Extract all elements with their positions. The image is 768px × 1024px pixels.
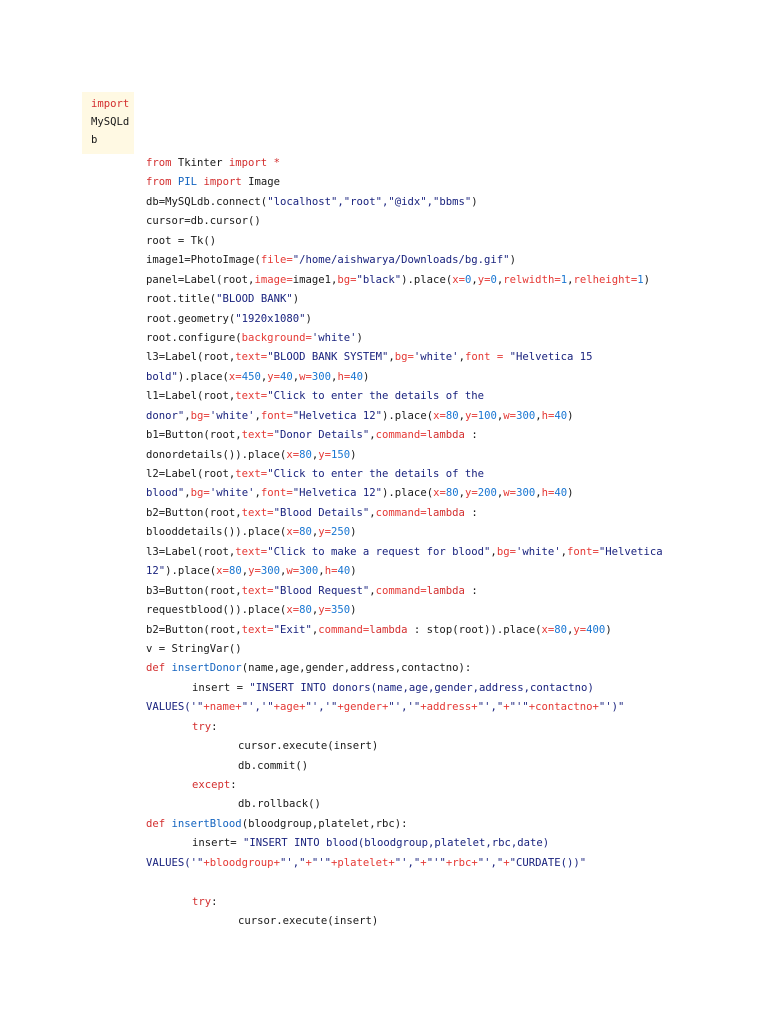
code-line — [146, 640, 756, 659]
code-token: bg= — [394, 351, 414, 364]
code-line — [146, 718, 756, 737]
code-token: "BLOOD BANK SYSTEM" — [267, 351, 389, 364]
code-token: 150 — [331, 448, 351, 461]
code-token: y= — [318, 526, 332, 539]
code-token: , — [241, 565, 249, 578]
code-token: cursor=db.cursor() — [146, 215, 261, 228]
code-token: bg= — [190, 487, 210, 500]
code-token: "Blood Details" — [273, 506, 370, 519]
code-token: 100 — [477, 409, 497, 422]
code-token: 250 — [331, 526, 351, 539]
code-token: 80 — [299, 604, 312, 617]
code-token: ) — [350, 526, 357, 539]
code-token: "Helvetica 12" — [292, 409, 383, 422]
code-token: font= — [260, 409, 293, 422]
code-token: , — [490, 545, 497, 558]
code-token: 200 — [477, 487, 497, 500]
code-line — [146, 834, 756, 853]
code-token: font= — [260, 487, 293, 500]
code-token: , — [311, 623, 319, 636]
code-line — [146, 523, 756, 542]
code-token: 0 — [464, 273, 472, 286]
code-token: lambda — [426, 506, 465, 519]
code-token: ) — [350, 604, 357, 617]
code-token: PIL — [177, 176, 198, 189]
code-token: 300 — [311, 370, 332, 383]
code-token: 0 — [490, 273, 497, 286]
code-token: , — [318, 565, 325, 578]
code-token: cursor.execute(insert) — [238, 740, 379, 753]
code-token: "BLOOD BANK" — [216, 293, 293, 306]
code-token: ) — [605, 623, 612, 636]
code-line — [146, 795, 756, 814]
code-token: y= — [465, 409, 478, 422]
code-token: ) — [305, 312, 312, 325]
code-token: : — [464, 584, 478, 597]
code-token: (bloodgroup,platelet,rbc): — [241, 817, 408, 830]
code-token: root.title( — [146, 293, 217, 306]
code-line — [146, 873, 756, 892]
code-token: "Donor Details" — [273, 429, 370, 442]
code-token: h= — [541, 409, 555, 422]
code-token: , — [535, 409, 542, 422]
code-token: "Blood Request" — [273, 584, 370, 597]
code-token: background= — [241, 331, 312, 344]
code-token: x= — [433, 487, 446, 500]
code-token: relheight= — [573, 273, 638, 286]
code-token: "'" — [509, 701, 529, 714]
code-token: 'white' — [209, 487, 255, 500]
code-token: "Click to enter the details of the — [267, 390, 485, 403]
code-token: def — [146, 817, 166, 830]
code-token: root.geometry( — [146, 312, 236, 325]
code-token: + — [305, 856, 312, 869]
code-token: "'" — [311, 856, 331, 869]
code-token: "INSERT INTO blood(bloodgroup,platelet,rbc,date) — [243, 837, 550, 850]
code-token: ).place( — [382, 487, 434, 500]
code-token: lambda — [426, 429, 465, 442]
code-token: ) — [509, 254, 516, 267]
code-token: y= — [248, 565, 261, 578]
code-token: x= — [216, 565, 229, 578]
code-token: 'white' — [311, 331, 357, 344]
code-line — [146, 679, 756, 698]
code-token: +age+ — [273, 701, 306, 714]
code-token: "Helvetica — [598, 545, 663, 558]
code-token: blooddetails()).place( — [146, 526, 287, 539]
code-token: text= — [235, 468, 268, 480]
code-token: file= — [260, 254, 293, 267]
code-token: , — [369, 506, 376, 519]
code-token: root = Tk() — [146, 234, 217, 247]
code-token: , — [184, 487, 191, 500]
code-token: + — [420, 856, 427, 869]
code-token: x= — [228, 370, 242, 383]
code-token: l1=Label(root, — [146, 390, 236, 403]
code-token: , — [292, 370, 300, 383]
code-line — [146, 543, 756, 562]
code-token: , — [471, 273, 478, 286]
code-line — [146, 232, 756, 251]
code-token: "black" — [356, 273, 402, 286]
code-line — [146, 757, 756, 776]
code-listing — [146, 154, 756, 932]
code-token: MySQLd — [91, 116, 130, 128]
code-token: , — [560, 545, 567, 558]
code-line — [146, 446, 756, 465]
code-token: + — [503, 701, 510, 714]
code-token: Image — [241, 176, 280, 189]
code-token: VALUES('" — [146, 856, 204, 869]
code-token: "'," — [477, 856, 504, 869]
code-token: text= — [241, 429, 274, 442]
code-line — [146, 601, 756, 620]
code-token: b1=Button(root, — [146, 429, 242, 442]
code-token: , — [260, 370, 268, 383]
code-token: ).place( — [382, 409, 434, 422]
code-token: y= — [573, 623, 587, 636]
code-token: ) — [356, 331, 363, 344]
code-line — [146, 387, 756, 406]
code-line — [146, 329, 756, 348]
code-token: , — [369, 429, 376, 442]
code-token: cursor.execute(insert) — [238, 915, 379, 928]
code-token: ) — [643, 273, 651, 286]
code-token: db=MySQLdb.connect( — [146, 195, 268, 208]
code-token: text= — [235, 390, 268, 403]
code-token: 1 — [560, 273, 568, 286]
code-token: from — [146, 157, 172, 169]
code-token: , — [535, 487, 542, 500]
code-line — [146, 465, 756, 484]
code-token: ).place( — [177, 370, 229, 383]
code-token: "CURDATE())" — [509, 856, 587, 869]
code-token: 'white' — [209, 409, 255, 422]
code-token: except — [192, 779, 231, 791]
code-token: 400 — [586, 623, 606, 636]
code-token: w= — [503, 487, 517, 500]
code-token: b3=Button(root, — [146, 584, 242, 597]
code-token: Tkinter — [171, 157, 229, 169]
code-token: +contactno+ — [528, 701, 599, 714]
code-token: image= — [254, 273, 293, 286]
code-line — [146, 407, 756, 426]
code-line — [146, 698, 756, 717]
code-token: , — [567, 273, 574, 286]
code-token: y= — [477, 273, 491, 286]
code-token: requestblood()).place( — [146, 604, 287, 617]
code-token: * — [267, 157, 280, 169]
code-token: panel=Label(root, — [146, 273, 255, 286]
code-token: "Helvetica 12" — [292, 487, 383, 500]
code-token: root.configure( — [146, 331, 242, 344]
code-line — [146, 348, 756, 367]
code-token: +address+ — [420, 701, 478, 714]
code-token: , — [388, 351, 395, 364]
code-token: b2=Button(root, — [146, 623, 242, 636]
code-token: ) — [362, 370, 370, 383]
code-token: def — [146, 662, 166, 675]
import-line — [91, 113, 129, 131]
code-token: 80 — [554, 623, 568, 636]
code-token: ) — [350, 565, 357, 578]
code-token: x= — [541, 623, 555, 636]
code-token: 40 — [350, 370, 363, 383]
code-line — [146, 893, 756, 912]
code-token: text= — [241, 584, 274, 597]
code-token: , — [184, 409, 191, 422]
code-token: blood" — [146, 487, 185, 500]
code-token: command= — [318, 623, 370, 636]
code-token: v = StringVar() — [146, 642, 242, 655]
code-line — [146, 154, 756, 173]
code-token: 40 — [554, 409, 568, 422]
code-token: donor" — [146, 409, 185, 422]
code-line — [146, 310, 756, 329]
code-token: ) — [567, 487, 574, 500]
code-token: insert= — [192, 837, 244, 850]
code-token: h= — [337, 370, 351, 383]
code-token: : — [230, 779, 237, 791]
code-line — [146, 776, 756, 795]
code-token: , — [254, 409, 261, 422]
code-token: w= — [503, 409, 517, 422]
code-token: , — [496, 273, 504, 286]
code-token: db.commit() — [238, 759, 309, 772]
code-token: font = — [464, 351, 510, 364]
code-line — [146, 562, 756, 581]
code-token: l3=Label(root, — [146, 351, 236, 364]
code-line — [146, 193, 756, 212]
code-line — [146, 271, 756, 290]
code-token: ).place( — [401, 273, 453, 286]
code-token: "'," — [394, 856, 421, 869]
code-token: 80 — [445, 487, 459, 500]
code-token: 350 — [331, 604, 351, 617]
code-token: text= — [235, 545, 268, 558]
code-token: lambda — [369, 623, 408, 636]
code-token: "Click to enter the details of the — [267, 468, 485, 480]
code-token: "1920x1080" — [235, 312, 306, 325]
code-token: 80 — [299, 448, 312, 461]
code-token: command= — [375, 506, 427, 519]
code-token: 80 — [299, 526, 312, 539]
code-token: image1, — [292, 273, 338, 286]
code-line — [146, 582, 756, 601]
code-token: db.rollback() — [238, 798, 321, 811]
code-token: ).place( — [165, 565, 217, 578]
code-line — [146, 212, 756, 231]
code-token: "','" — [241, 701, 274, 714]
code-token: , — [254, 487, 261, 500]
code-line — [146, 290, 756, 309]
code-token: , — [567, 623, 574, 636]
code-token: "Helvetica 15 — [509, 351, 593, 364]
code-token: , — [311, 526, 319, 539]
code-token: x= — [452, 273, 465, 286]
code-token: b — [91, 134, 98, 146]
code-token: "INSERT INTO donors(name,age,gender,address,contactno) — [249, 681, 594, 694]
code-token: , — [331, 370, 338, 383]
code-token: text= — [241, 623, 274, 636]
code-token: x= — [286, 604, 300, 617]
code-token: y= — [318, 448, 332, 461]
code-token: : — [211, 895, 218, 908]
code-token: 40 — [554, 487, 568, 500]
code-line — [146, 854, 756, 873]
code-token: : — [211, 720, 218, 733]
code-token: : stop(root)).place( — [407, 623, 542, 636]
code-token: "localhost","root","@idx","bbms" — [267, 195, 472, 208]
code-token: ) — [567, 409, 574, 422]
import-line — [91, 95, 129, 113]
code-token: ) — [350, 448, 357, 461]
code-token: , — [311, 448, 319, 461]
code-line — [146, 251, 756, 270]
code-token: command= — [375, 429, 427, 442]
code-token: y= — [465, 487, 478, 500]
code-token: x= — [286, 448, 300, 461]
code-token: import — [228, 157, 268, 169]
code-token: VALUES('" — [146, 701, 204, 714]
code-token: h= — [541, 487, 555, 500]
code-token: 80 — [228, 565, 242, 578]
code-token: "'," — [279, 856, 306, 869]
code-token: 'white' — [515, 545, 561, 558]
code-token: bg= — [337, 273, 357, 286]
code-token: try — [192, 895, 212, 908]
code-token: "Exit" — [273, 623, 312, 636]
code-token: bg= — [190, 409, 210, 422]
code-line — [146, 484, 756, 503]
code-token: 1 — [637, 273, 644, 286]
code-token: , — [311, 604, 319, 617]
code-token: , — [458, 409, 465, 422]
code-token: "','" — [388, 701, 421, 714]
code-token: text= — [241, 506, 274, 519]
code-token: donordetails()).place( — [146, 448, 287, 461]
code-token: relwidth= — [503, 273, 561, 286]
code-token: , — [280, 565, 287, 578]
code-token: 300 — [516, 409, 536, 422]
code-token: , — [496, 487, 504, 500]
code-token: + — [503, 856, 510, 869]
code-token: insertDonor — [171, 662, 242, 675]
code-token: +platelet+ — [331, 856, 395, 869]
code-token: x= — [433, 409, 446, 422]
code-line — [146, 368, 756, 387]
code-token: : — [464, 506, 478, 519]
code-token: "'" — [426, 856, 446, 869]
code-token: w= — [286, 565, 300, 578]
code-token: , — [369, 584, 376, 597]
code-token: lambda — [426, 584, 465, 597]
code-token: , — [458, 487, 465, 500]
code-token: h= — [324, 565, 338, 578]
code-line — [146, 621, 756, 640]
code-token: import — [203, 176, 242, 189]
code-token: +name+ — [203, 701, 242, 714]
code-token: command= — [375, 584, 427, 597]
code-token: +rbc+ — [445, 856, 478, 869]
code-token: , — [458, 351, 465, 364]
code-token: 40 — [279, 370, 293, 383]
code-token: 300 — [299, 565, 319, 578]
code-token: "','" — [305, 701, 338, 714]
code-line — [146, 815, 756, 834]
code-token: "'," — [477, 701, 504, 714]
code-token: try — [192, 720, 212, 733]
code-token: b2=Button(root, — [146, 506, 242, 519]
code-line — [146, 912, 756, 931]
code-token: 300 — [516, 487, 536, 500]
code-token: insertBlood — [171, 817, 242, 830]
code-token: y= — [318, 604, 332, 617]
code-token: image1=PhotoImage( — [146, 254, 261, 267]
code-token: "Click to make a request for blood" — [267, 545, 491, 558]
code-token: from — [146, 176, 172, 189]
code-token: +gender+ — [337, 701, 389, 714]
code-token: "/home/aishwarya/Downloads/bg.gif" — [292, 254, 510, 267]
code-token: ) — [471, 195, 478, 208]
code-token: : — [464, 429, 478, 442]
code-token: y= — [267, 370, 280, 383]
import-line — [91, 131, 97, 149]
code-line — [146, 659, 756, 678]
code-token: text= — [235, 351, 268, 364]
code-token: w= — [299, 370, 312, 383]
code-token: ) — [292, 293, 300, 306]
code-token: 'white' — [413, 351, 459, 364]
code-token: bg= — [496, 545, 516, 558]
code-token: +bloodgroup+ — [203, 856, 280, 869]
code-line — [146, 504, 756, 523]
code-token: l2=Label(root, — [146, 468, 236, 480]
code-token: import — [91, 98, 130, 110]
code-line — [146, 737, 756, 756]
code-token: 450 — [241, 370, 261, 383]
code-token: insert = — [192, 681, 250, 694]
code-token: 12" — [146, 565, 166, 578]
code-token: , — [496, 409, 504, 422]
code-line — [146, 426, 756, 445]
code-line — [146, 173, 756, 192]
code-token: 300 — [260, 565, 280, 578]
code-token: bold" — [146, 370, 178, 383]
code-token: 80 — [445, 409, 459, 422]
code-token: l3=Label(root, — [146, 545, 236, 558]
code-token: font= — [567, 545, 599, 558]
code-token: (name,age,gender,address,contactno): — [241, 662, 472, 675]
code-token: x= — [286, 526, 300, 539]
code-token: 40 — [337, 565, 351, 578]
code-token: "')" — [598, 701, 625, 714]
